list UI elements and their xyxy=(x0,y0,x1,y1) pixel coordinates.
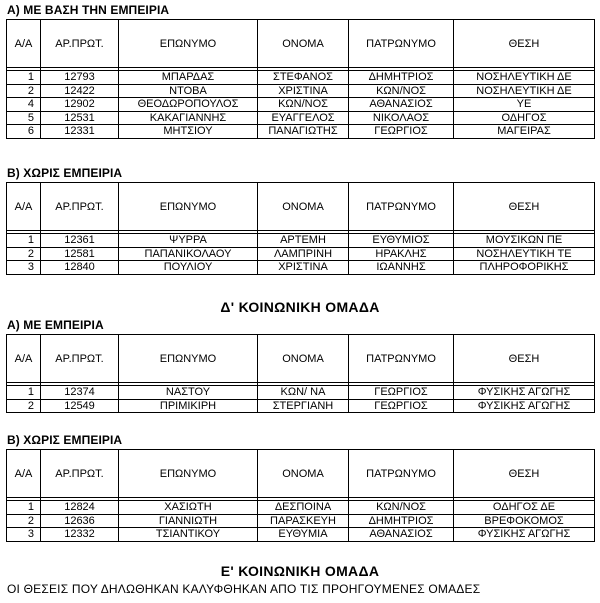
table-cell: ΣΤΕΡΓΙΑΝΗ xyxy=(258,399,349,413)
table-cell: ΔΗΜΗΤΡΙΟΣ xyxy=(349,514,454,528)
table-cell: ΣΤΕΦΑΝΟΣ xyxy=(258,71,349,85)
table-cell: ΠΑΠΑΝΙΚΟΛΑΟΥ xyxy=(119,247,258,261)
column-header: ΘΕΣΗ xyxy=(454,335,595,383)
table-cell: 12902 xyxy=(41,98,119,112)
table-row xyxy=(7,501,595,515)
roster-table xyxy=(6,182,595,275)
table-cell: ΧΡΙΣΤΙΝΑ xyxy=(258,84,349,98)
table-cell: 2 xyxy=(7,247,41,261)
table-cell: 1 xyxy=(7,501,41,515)
column-header: Α/Α xyxy=(7,20,41,68)
table-cell: ΠΡΙΜΙΚΙΡΗ xyxy=(119,399,258,413)
table-cell: ΕΥΘΥΜΙΑ xyxy=(258,528,349,542)
table-cell: ΛΑΜΠΡΙΝΗ xyxy=(258,247,349,261)
table-row xyxy=(7,247,595,261)
table-cell: 12422 xyxy=(41,84,119,98)
column-header: ΑΡ.ΠΡΩΤ. xyxy=(41,335,119,383)
column-header: Α/Α xyxy=(7,335,41,383)
column-header: ΟΝΟΜΑ xyxy=(258,20,349,68)
section-label-without-experience: Β) ΧΩΡΙΣ ΕΜΠΕΙΡΙΑ xyxy=(7,166,123,180)
table-cell: ΚΑΚΑΓΙΑΝΝΗΣ xyxy=(119,111,258,125)
table-cell: ΔΕΣΠΟΙΝΑ xyxy=(258,501,349,515)
table-cell: ΓΕΩΡΓΙΟΣ xyxy=(349,125,454,139)
table-cell: ΝΟΣΗΛΕΥΤΙΚΗ ΤΕ xyxy=(454,247,595,261)
table-cell: ΠΑΝΑΓΙΩΤΗΣ xyxy=(258,125,349,139)
table-cell: 2 xyxy=(7,514,41,528)
table-cell: ΥΕ xyxy=(454,98,595,112)
table-row xyxy=(7,528,595,542)
column-header: ΕΠΩΝΥΜΟ xyxy=(119,450,258,498)
table-cell: 12549 xyxy=(41,399,119,413)
table-cell: 2 xyxy=(7,399,41,413)
table-cell: ΠΛΗΡΟΦΟΡΙΚΗΣ xyxy=(454,261,595,275)
table-cell: 12361 xyxy=(41,234,119,248)
column-header: ΘΕΣΗ xyxy=(454,183,595,231)
table-cell: ΜΟΥΣΙΚΩΝ ΠΕ xyxy=(454,234,595,248)
section-label-without-experience: Β) ΧΩΡΙΣ ΕΜΠΕΙΡΙΑ xyxy=(7,433,123,447)
table-cell: ΗΡΑΚΛΗΣ xyxy=(349,247,454,261)
table-cell: ΑΡΤΕΜΗ xyxy=(258,234,349,248)
table-row xyxy=(7,399,595,413)
table-cell: ΕΥΘΥΜΙΟΣ xyxy=(349,234,454,248)
table-cell: ΝΟΣΗΛΕΥΤΙΚΗ ΔΕ xyxy=(454,71,595,85)
table-row xyxy=(7,84,595,98)
column-header: Α/Α xyxy=(7,450,41,498)
table-row xyxy=(7,261,595,275)
table-cell: ΘΕΟΔΩΡΟΠΟΥΛΟΣ xyxy=(119,98,258,112)
table-cell: 1 xyxy=(7,234,41,248)
table-header-row xyxy=(7,335,595,383)
table-cell: ΓΕΩΡΓΙΟΣ xyxy=(349,386,454,400)
column-header: ΘΕΣΗ xyxy=(454,20,595,68)
table-cell: ΧΑΣΙΩΤΗ xyxy=(119,501,258,515)
table-cell: 3 xyxy=(7,528,41,542)
table-cell: 3 xyxy=(7,261,41,275)
roster-table xyxy=(6,19,595,139)
column-header: ΘΕΣΗ xyxy=(454,450,595,498)
table-cell: ΦΥΣΙΚΗΣ ΑΓΩΓΗΣ xyxy=(454,399,595,413)
table-cell: 12332 xyxy=(41,528,119,542)
table-row xyxy=(7,71,595,85)
column-header: ΟΝΟΜΑ xyxy=(258,450,349,498)
section-label-with-experience: Α) ΜΕ ΕΜΠΕΙΡΙΑ xyxy=(7,318,104,332)
table-cell: ΙΩΑΝΝΗΣ xyxy=(349,261,454,275)
table-cell: ΓΕΩΡΓΙΟΣ xyxy=(349,399,454,413)
table-cell: ΚΩΝ/ΝΟΣ xyxy=(349,84,454,98)
table-cell: 12793 xyxy=(41,71,119,85)
table-cell: ΝΙΚΟΛΑΟΣ xyxy=(349,111,454,125)
table-cell: ΜΠΑΡΔΑΣ xyxy=(119,71,258,85)
column-header: ΑΡ.ΠΡΩΤ. xyxy=(41,183,119,231)
table-cell: ΔΗΜΗΤΡΙΟΣ xyxy=(349,71,454,85)
column-header: ΕΠΩΝΥΜΟ xyxy=(119,335,258,383)
table-cell: 1 xyxy=(7,71,41,85)
table-cell: ΟΔΗΓΟΣ xyxy=(454,111,595,125)
table-cell: ΜΑΓΕΙΡΑΣ xyxy=(454,125,595,139)
table-cell: ΚΩΝ/ΝΟΣ xyxy=(349,501,454,515)
table-cell: 12824 xyxy=(41,501,119,515)
table-row xyxy=(7,111,595,125)
table-cell: ΒΡΕΦΟΚΟΜΟΣ xyxy=(454,514,595,528)
column-header: ΠΑΤΡΩΝΥΜΟ xyxy=(349,183,454,231)
table-cell: 6 xyxy=(7,125,41,139)
table-cell: ΚΩΝ/ ΝΑ xyxy=(258,386,349,400)
column-header: ΑΡ.ΠΡΩΤ. xyxy=(41,20,119,68)
table-cell: ΜΗΤΣΙΟΥ xyxy=(119,125,258,139)
table-cell: 12581 xyxy=(41,247,119,261)
table-row xyxy=(7,386,595,400)
table-cell: ΨΥΡΡΑ xyxy=(119,234,258,248)
group-e-heading: Ε' ΚΟΙΝΩΝΙΚΗ ΟΜΑΔΑ xyxy=(220,563,380,579)
table-cell: ΦΥΣΙΚΗΣ ΑΓΩΓΗΣ xyxy=(454,528,595,542)
table-cell: ΤΣΙΑΝΤΙΚΟΥ xyxy=(119,528,258,542)
column-header: ΠΑΤΡΩΝΥΜΟ xyxy=(349,335,454,383)
table-cell: 12331 xyxy=(41,125,119,139)
table-header-row xyxy=(7,450,595,498)
column-header: Α/Α xyxy=(7,183,41,231)
table-cell: ΑΘΑΝΑΣΙΟΣ xyxy=(349,528,454,542)
table-row xyxy=(7,234,595,248)
table-row xyxy=(7,514,595,528)
table-cell: 1 xyxy=(7,386,41,400)
table-row xyxy=(7,98,595,112)
table-cell: ΝΟΣΗΛΕΥΤΙΚΗ ΔΕ xyxy=(454,84,595,98)
table-cell: ΑΘΑΝΑΣΙΟΣ xyxy=(349,98,454,112)
section-label-with-experience: Α) ΜΕ ΒΑΣΗ ΤΗΝ ΕΜΠΕΙΡΙΑ xyxy=(7,3,170,17)
table-row xyxy=(7,125,595,139)
column-header: ΟΝΟΜΑ xyxy=(258,335,349,383)
table-cell: ΧΡΙΣΤΙΝΑ xyxy=(258,261,349,275)
table-cell: ΦΥΣΙΚΗΣ ΑΓΩΓΗΣ xyxy=(454,386,595,400)
table-cell: 12840 xyxy=(41,261,119,275)
column-header: ΟΝΟΜΑ xyxy=(258,183,349,231)
table-cell: ΟΔΗΓΟΣ ΔΕ xyxy=(454,501,595,515)
roster-table xyxy=(6,449,595,542)
column-header: ΕΠΩΝΥΜΟ xyxy=(119,183,258,231)
table-cell: ΝΑΣΤΟΥ xyxy=(119,386,258,400)
column-header: ΕΠΩΝΥΜΟ xyxy=(119,20,258,68)
table-header-row xyxy=(7,20,595,68)
table-cell: 5 xyxy=(7,111,41,125)
table-cell: 2 xyxy=(7,84,41,98)
table-header-row xyxy=(7,183,595,231)
table-cell: 12374 xyxy=(41,386,119,400)
table-cell: ΓΙΑΝΝΙΩΤΗ xyxy=(119,514,258,528)
column-header: ΠΑΤΡΩΝΥΜΟ xyxy=(349,20,454,68)
column-header: ΠΑΤΡΩΝΥΜΟ xyxy=(349,450,454,498)
table-cell: 12531 xyxy=(41,111,119,125)
table-cell: ΝΤΟΒΑ xyxy=(119,84,258,98)
group-e-note: ΟΙ ΘΕΣΕΙΣ ΠΟΥ ΔΗΛΩΘΗΚΑΝ ΚΑΛΥΦΘΗΚΑΝ ΑΠΟ ΤΙΣ ΠΡΟΗΓΟΥΜΕΝΕΣ ΟΜΑΔΕΣ xyxy=(7,582,481,596)
table-cell: ΕΥΑΓΓΕΛΟΣ xyxy=(258,111,349,125)
table-cell: ΠΑΡΑΣΚΕΥΗ xyxy=(258,514,349,528)
roster-table xyxy=(6,334,595,413)
column-header: ΑΡ.ΠΡΩΤ. xyxy=(41,450,119,498)
table-cell: ΚΩΝ/ΝΟΣ xyxy=(258,98,349,112)
table-cell: 12636 xyxy=(41,514,119,528)
table-cell: ΠΟΥΛΙΟΥ xyxy=(119,261,258,275)
table-cell: 4 xyxy=(7,98,41,112)
group-d-heading: Δ' ΚΟΙΝΩΝΙΚΗ ΟΜΑΔΑ xyxy=(220,299,380,315)
